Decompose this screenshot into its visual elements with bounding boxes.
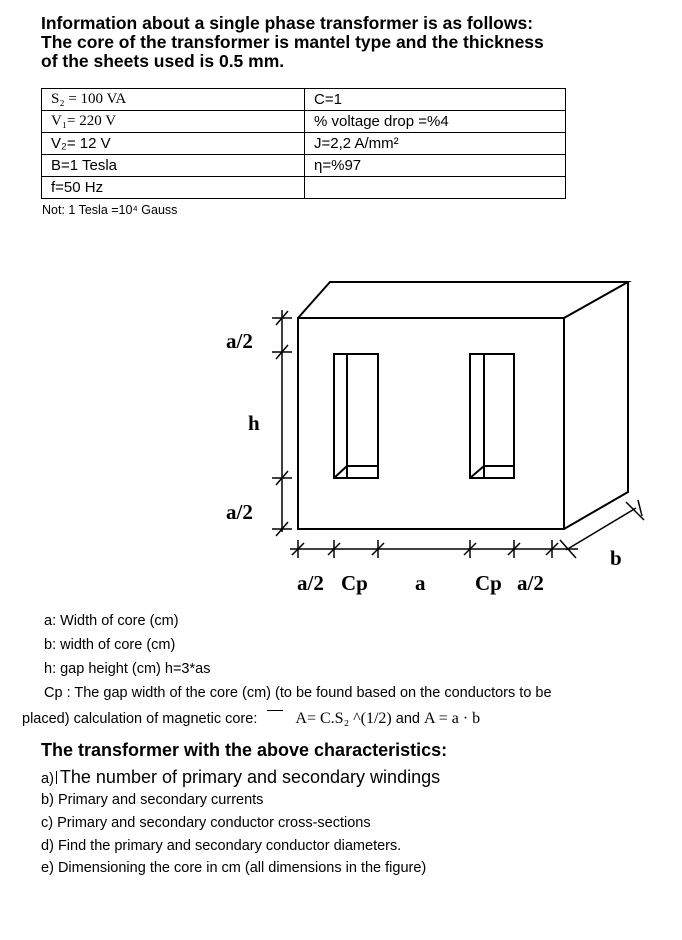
question-prefix: e)	[41, 860, 54, 876]
unit-note: Not: 1 Tesla =10⁴ Gauss	[42, 203, 178, 217]
problem-title	[41, 14, 641, 71]
left-dimension-line	[272, 310, 292, 536]
spec-f: f=50 Hz	[42, 177, 305, 199]
window-right	[470, 354, 514, 478]
question-text: The number of primary and secondary windings	[59, 767, 441, 787]
question-prefix: a)	[41, 771, 54, 787]
spec-empty	[305, 177, 566, 199]
overline-mark	[267, 710, 283, 711]
list-item	[41, 792, 263, 808]
spec-v1: V₁= 220 V	[42, 111, 305, 133]
label-a-half-bottom: a/2	[226, 500, 253, 524]
bottom-dimension-line	[290, 540, 578, 558]
core-top-face	[298, 282, 628, 318]
question-text: Find the primary and secondary conductor diameters.	[57, 838, 402, 854]
list-item	[41, 767, 440, 788]
table-row	[42, 177, 566, 199]
title-line-2: The core of the transformer is mantel type and the thickness	[41, 32, 544, 52]
window-left	[334, 354, 378, 478]
definition-cp: Cp : The gap width of the core (cm) (to be found based on the conductors to be	[44, 685, 552, 701]
spec-efficiency: η=%97	[305, 155, 566, 177]
spec-table	[41, 88, 566, 199]
list-item	[41, 815, 371, 831]
transformer-core-diagram	[0, 270, 682, 600]
core-side-face	[564, 282, 628, 529]
label-bottom-a-half-right: a/2	[517, 571, 544, 595]
definition-placed-text: placed) calculation of magnetic core:	[22, 711, 258, 727]
label-h: h	[248, 411, 260, 435]
formula-area-sqrt: A= C.S₂ ^(1/2)	[295, 710, 392, 727]
label-bottom-a: a	[415, 571, 426, 595]
question-text: Primary and secondary currents	[57, 792, 264, 808]
core-front-face	[298, 318, 564, 529]
formula-and: and	[395, 711, 420, 727]
list-item	[41, 838, 401, 854]
spec-j: J=2,2 A/mm²	[305, 133, 566, 155]
title-line-3: of the sheets used is 0.5 mm.	[41, 51, 285, 71]
label-bottom-cp-right: Cp	[475, 571, 502, 595]
label-bottom-cp-left: Cp	[341, 571, 368, 595]
table-row	[42, 155, 566, 177]
spec-b: B=1 Tesla	[42, 155, 305, 177]
definition-a: a: Width of core (cm)	[44, 613, 179, 629]
spec-s2: S₂ = 100 VA	[42, 89, 305, 111]
table-row	[42, 111, 566, 133]
formula-area-product: A = a · b	[424, 710, 481, 727]
spec-c: C=1	[305, 89, 566, 111]
definition-b: b: width of core (cm)	[44, 637, 176, 653]
label-bottom-a-half-left: a/2	[297, 571, 324, 595]
definition-placed	[22, 710, 480, 728]
question-prefix: b)	[41, 792, 54, 808]
label-b: b	[610, 546, 622, 570]
question-prefix: d)	[41, 838, 54, 854]
cursor-mark	[56, 771, 57, 784]
table-row	[42, 133, 566, 155]
questions-heading: The transformer with the above characteristics:	[41, 740, 448, 760]
table-row	[42, 89, 566, 111]
question-text: Primary and secondary conductor cross-sections	[57, 815, 371, 831]
list-item	[41, 860, 426, 876]
spec-voltage-drop: % voltage drop =%4	[305, 111, 566, 133]
question-text: Dimensioning the core in cm (all dimensions in the figure)	[57, 860, 427, 876]
title-line-1: Information about a single phase transformer is as follows:	[41, 13, 534, 33]
label-a-half-top: a/2	[226, 329, 253, 353]
definition-h: h: gap height (cm) h=3*as	[44, 661, 211, 677]
question-prefix: c)	[41, 815, 54, 831]
spec-v2: V₂= 12 V	[42, 133, 305, 155]
